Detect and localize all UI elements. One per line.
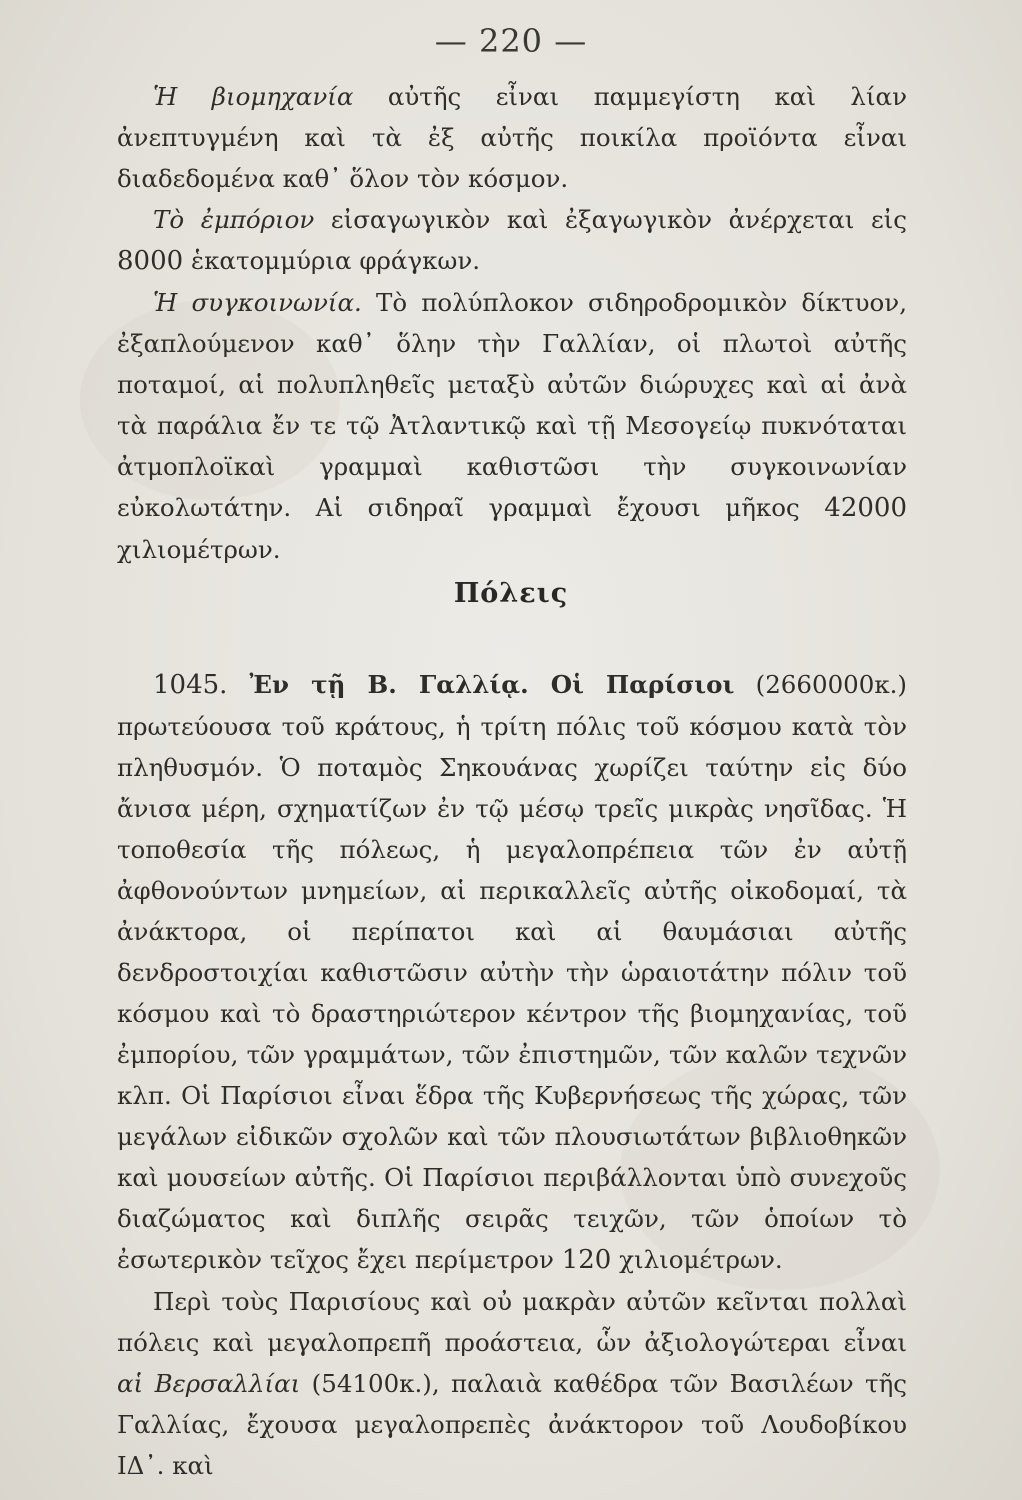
term-versailles: αἱ Βερσαλλίαι [117, 1369, 301, 1398]
term-commerce: Τὸ ἐμπόριον [153, 205, 315, 234]
paragraph-commerce [117, 199, 907, 282]
paris-text: (2660000κ.) πρωτεύουσα τοῦ κράτους, ἡ τρίτη πόλις τοῦ κόσμου κατὰ τὸν πληθυσμόν. Ὁ ποταμὸς Σηκουάνας χωρίζει ταύτην εἰς δύο ἄνισα μέρη, σχηματίζων ἐν τῷ μέσῳ τρεῖς μικρὰς νησῖδας. Ἡ τοποθεσία τῆς πόλεως, ἡ μεγαλοπρέπεια τῶν ἐν αὐτῇ ἀφθονούντων μνημείων, αἱ περικαλλεῖς αὐτῆς οἰκοδομαί, τὰ ἀνάκτορα, οἱ περίπατοι καὶ αἱ θαυμάσιαι αὐτῆς δενδροστοιχίαι καθιστῶσιν αὐτὴν τὴν ὡραιοτάτην πόλιν τοῦ κόσμου καὶ τὸ δραστηριώτερον κέντρον τῆς βιομηχανίας, τοῦ ἐμπορίου, τῶν γραμμάτων, τῶν ἐπιστημῶν, τῶν καλῶν τεχνῶν κλπ. Οἱ Παρίσιοι εἶναι ἕδρα τῆς Κυβερνήσεως τῆς χώρας, τῶν μεγάλων εἰδικῶν σχολῶν καὶ τῶν πλουσιωτάτων βιβλιοθηκῶν καὶ μουσείων αὐτῆς. Οἱ Παρίσιοι περιβάλλονται ὑπὸ συνεχοῦς διαζώματος καὶ διπλῆς σειρᾶς τειχῶν, τῶν ὁποίων τὸ ἐσωτερικὸν τεῖχος ἔχει περίμετρον [117, 670, 907, 1274]
rail-length: 42000 [824, 493, 907, 523]
commerce-amount: 8000 [117, 246, 184, 276]
paragraph-paris [117, 664, 907, 1281]
paris-text-end: χιλιομέτρων. [611, 1245, 783, 1274]
section-heading-cities: Πόλεις [453, 578, 569, 609]
page-number: — 220 — [434, 22, 588, 60]
wall-perimeter: 120 [561, 1245, 612, 1275]
commerce-text-end: ἑκατομμύρια φράγκων. [183, 246, 481, 275]
text-block-economy [117, 76, 907, 570]
industry-text: αὐτῆς εἶναι παμμεγίστη καὶ λίαν ἀνεπτυγμένη καὶ τὰ ἐξ αὐτῆς ποικίλα προϊόντα εἶναι διαδεδομένα καθ᾽ ὅλον τὸν κόσμον. [117, 82, 907, 193]
commerce-text: εἰσαγωγικὸν καὶ ἐξαγωγικὸν ἀνέρχεται εἰς [314, 205, 907, 234]
suburbs-text-end: (54100κ.), παλαιὰ καθέδρα τῶν Βασιλέων τῆς Γαλλίας, ἔχουσα μεγαλοπρεπὲς ἀνάκτορον τοῦ Λουδοβίκου ΙΔ᾽. καὶ [117, 1369, 908, 1480]
transport-text-end: χιλιομέτρων. [117, 535, 281, 564]
paragraph-transport [117, 282, 907, 570]
text-block-cities [117, 664, 907, 1486]
paragraph-suburbs [117, 1281, 907, 1486]
paragraph-industry [117, 76, 907, 199]
paris-heading: Ἐν τῇ Β. Γαλλίᾳ. Οἱ Παρίσιοι [227, 670, 735, 699]
transport-text: Τὸ πολύπλοκον σιδηροδρομικὸν δίκτυον, ἐξαπλούμενον καθ᾽ ὅλην τὴν Γαλλίαν, οἱ πλωτοὶ αὐτῆς ποταμοί, αἱ πολυπληθεῖς μεταξὺ αὐτῶν διώρυχες καὶ αἱ ἀνὰ τὰ παράλια ἔν τε τῷ Ἀτλαντικῷ καὶ τῇ Μεσογείῳ πυκνόταται ἀτμοπλοϊκαὶ γραμμαὶ καθιστῶσι τὴν συγκοινωνίαν εὐκολωτάτην. Αἱ σιδηραῖ γραμμαὶ ἔχουσι μῆκος [117, 288, 907, 522]
term-industry: Ἡ βιομηχανία [153, 82, 354, 111]
section-number: 1045. [153, 670, 228, 700]
suburbs-text: Περὶ τοὺς Παρισίους καὶ οὐ μακρὰν αὐτῶν κεῖνται πολλαὶ πόλεις καὶ μεγαλοπρεπῆ προάστεια, ὧν ἀξιολογώτεραι εἶναι [117, 1287, 907, 1357]
term-transport: Ἡ συγκοινωνία. [153, 288, 362, 317]
